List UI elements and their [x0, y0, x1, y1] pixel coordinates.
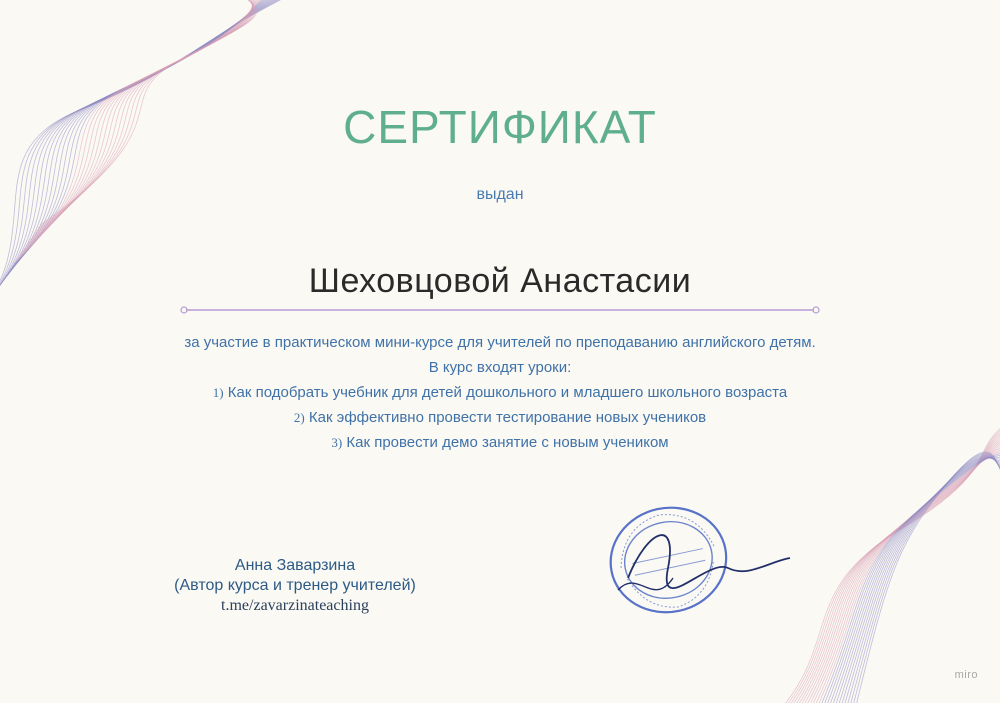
author-name: Анна Заварзина: [234, 557, 356, 574]
wave-decoration-bottom-right: [780, 420, 1000, 703]
miro-watermark: miro: [954, 669, 978, 681]
issued-label: выдан: [476, 186, 524, 203]
lesson-text: Как подобрать учебник для детей дошкольного и младшего школьного возраста: [227, 384, 788, 401]
author-link[interactable]: t.me/zavarzinateaching: [221, 597, 369, 614]
author-role: (Автор курса и тренер учителей): [174, 577, 416, 594]
lesson-text: Как провести демо занятие с новым учеником: [346, 434, 669, 451]
lessons-intro: В курс входят уроки:: [428, 359, 572, 376]
lesson-item: [0, 405, 1000, 430]
lesson-number: 1): [212, 385, 224, 400]
recipient-name: Шеховцовой Анастасии: [308, 262, 692, 300]
lesson-number: 3): [331, 435, 343, 450]
lesson-text: Как эффективно провести тестирование новых учеников: [308, 409, 707, 426]
certificate-title: СЕРТИФИКАТ: [343, 101, 657, 153]
author-block: [145, 556, 445, 616]
lesson-item: [0, 430, 1000, 455]
recipient-underline: [180, 306, 820, 314]
seal-stamp: [598, 498, 798, 628]
lesson-item: [0, 380, 1000, 405]
certificate-body: [0, 330, 1000, 455]
lesson-number: 2): [293, 410, 305, 425]
course-description: за участие в практическом мини-курсе для учителей по преподаванию английского детям.: [184, 334, 816, 351]
